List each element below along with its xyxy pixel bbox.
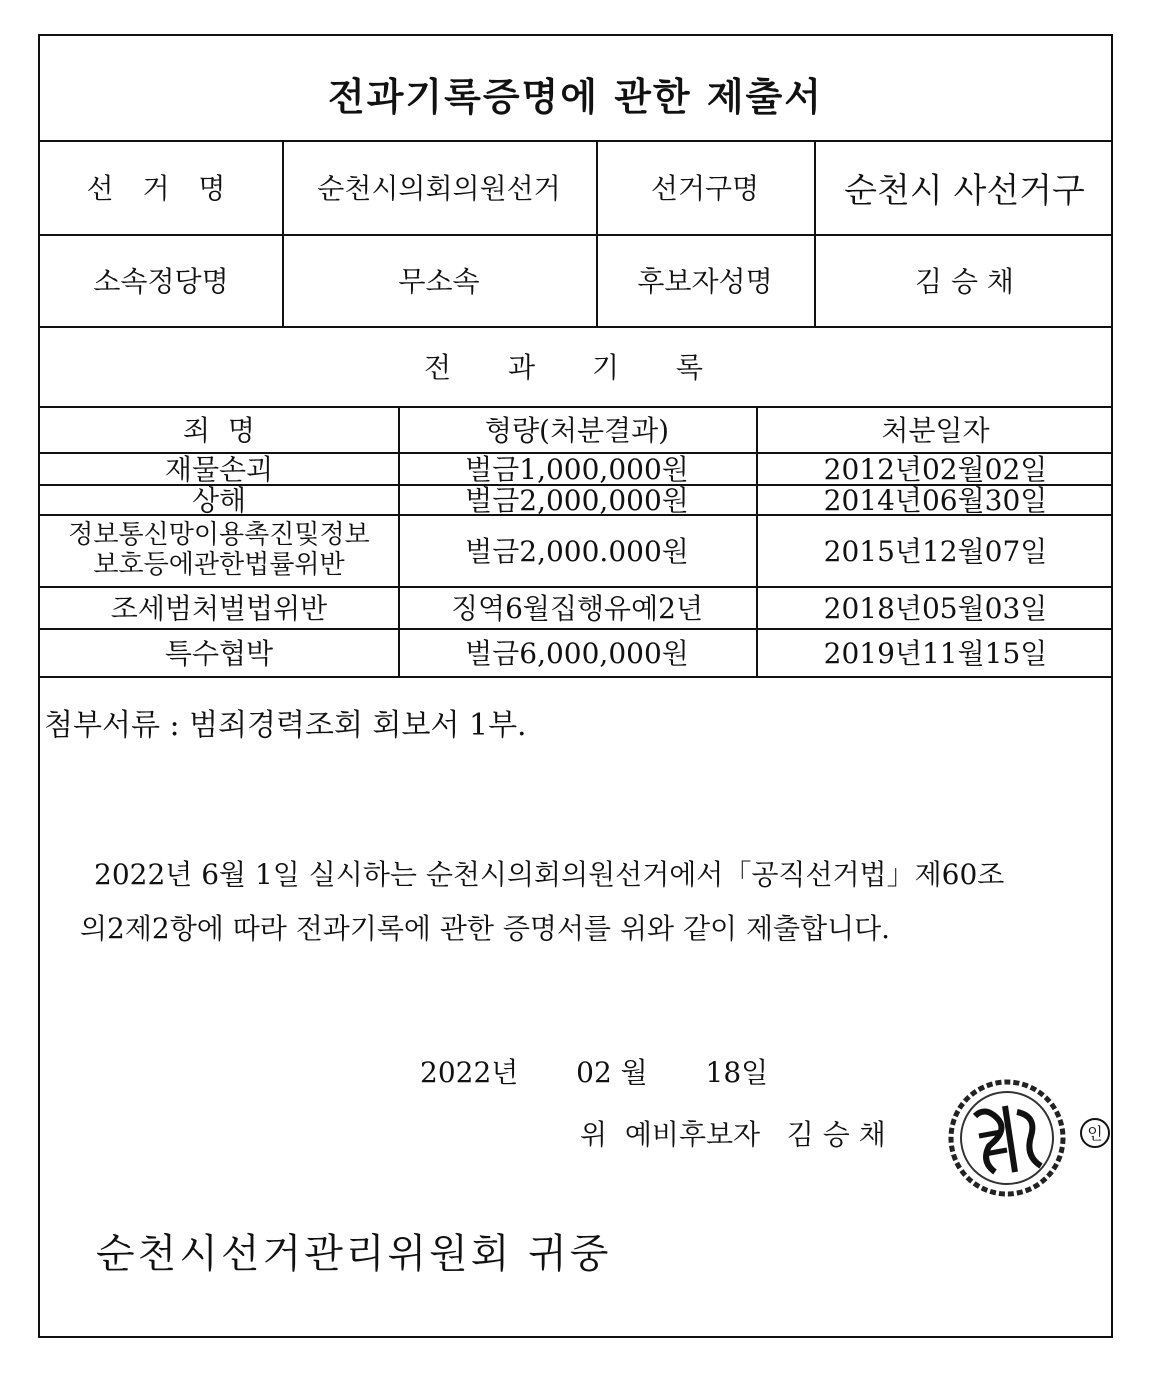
- record-crime: 조세범처벌법위반: [110, 592, 328, 625]
- submission-date: [420, 1051, 768, 1091]
- divider: [40, 676, 1111, 678]
- record-penalty: 벌금1,000,000원: [465, 453, 689, 486]
- document-title: 전과기록증명에 관한 제출서: [328, 74, 823, 119]
- record-penalty: 벌금2,000,000원: [465, 484, 689, 517]
- election-name-label: 선 거 명: [86, 172, 236, 205]
- record-penalty: 벌금6,000,000원: [465, 637, 689, 670]
- record-crime: [40, 514, 398, 586]
- election-name-value: 순천시의회의원선거: [317, 172, 561, 205]
- signer-line: 위 예비후보자 김 승 채: [580, 1118, 886, 1151]
- date-month: 02 월: [576, 1056, 648, 1089]
- attachment-note: 첨부서류 : 범죄경력조회 회보서 1부.: [44, 708, 527, 743]
- record-date: 2019년11월15일: [823, 637, 1048, 670]
- party-label: 소속정당명: [93, 265, 229, 298]
- record-crime: 특수협박: [164, 637, 274, 670]
- statement-paragraph: [80, 848, 1105, 956]
- record-penalty: 벌금2,000.000원: [465, 535, 689, 568]
- record-date: 2014년06월30일: [823, 484, 1048, 517]
- statement-line: 2022년 6월 1일 실시하는 순천시의회의원선거에서「공직선거법」제60조: [94, 858, 1005, 891]
- header-crime: 죄 명: [183, 414, 255, 447]
- record-date: 2015년12월07일: [823, 535, 1048, 568]
- record-crime-line1: 정보통신망이용촉진및정보: [68, 520, 370, 550]
- candidate-label: 후보자성명: [637, 265, 773, 298]
- record-crime-line2: 보호등에관한법률위반: [93, 550, 345, 580]
- document-page: [38, 34, 1113, 1338]
- header-penalty: 형량(처분결과): [484, 414, 670, 447]
- seal-stamp-icon: [945, 1076, 1069, 1200]
- record-crime: 재물손괴: [164, 453, 274, 486]
- district-label: 선거구명: [650, 172, 760, 205]
- party-value: 무소속: [398, 265, 480, 298]
- seal-mark-icon: [1078, 1116, 1112, 1150]
- header-date: 처분일자: [881, 414, 990, 447]
- statement-line: 의2제2항에 따라 전과기록에 관한 증명서를 위와 같이 제출합니다.: [80, 912, 891, 945]
- record-penalty: 징역6월집행유예2년: [450, 592, 703, 625]
- addressee: 순천시선거관리위원회 귀중: [96, 1231, 612, 1277]
- record-date: 2018년05월03일: [823, 592, 1048, 625]
- date-year: 2022년: [420, 1056, 519, 1089]
- svg-text:인: 인: [1087, 1124, 1103, 1143]
- records-section-title: 전 과 기 록: [424, 351, 727, 384]
- record-date: 2012년02월02일: [823, 453, 1048, 486]
- district-value: 순천시 사선거구: [844, 170, 1085, 211]
- date-day: 18일: [705, 1056, 769, 1089]
- candidate-value: 김 승 채: [915, 265, 1014, 298]
- record-crime: 상해: [191, 484, 247, 517]
